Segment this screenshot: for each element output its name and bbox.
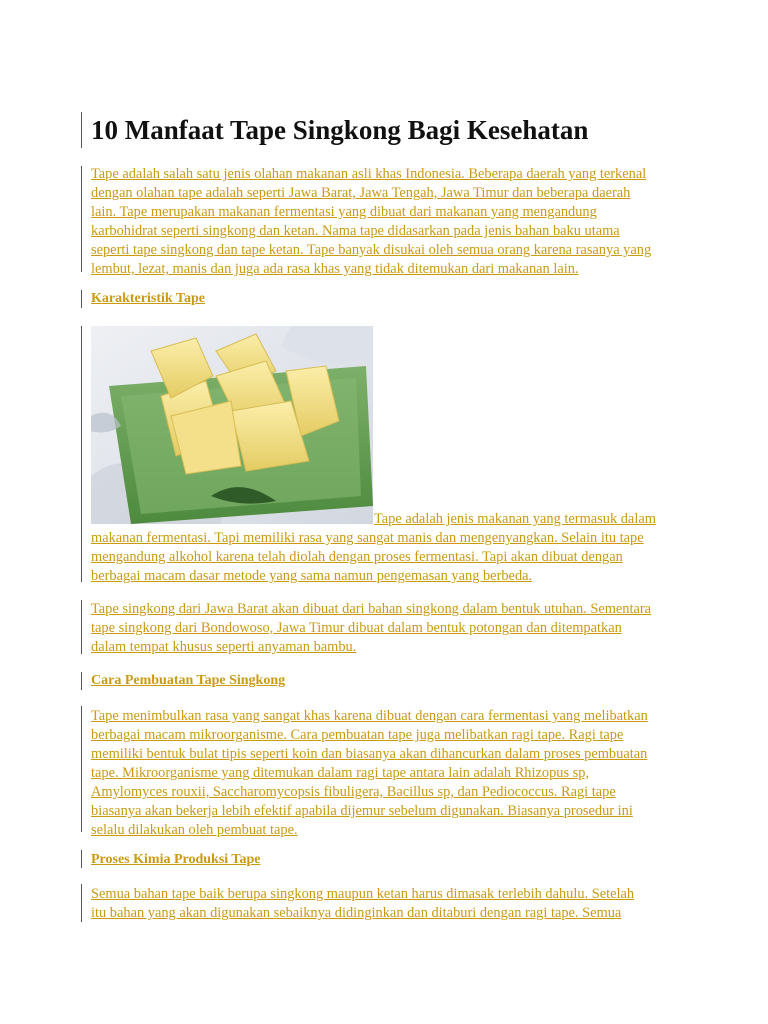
heading-proses-kimia[interactable] bbox=[91, 850, 260, 870]
karakteristik-paragraph[interactable] bbox=[91, 529, 691, 586]
title-bar bbox=[81, 112, 82, 148]
karakteristik-p2-line: dalam tempat khusus seperti anyaman bambu. bbox=[91, 639, 357, 655]
karakteristik-link[interactable] bbox=[91, 529, 691, 586]
heading-karakteristik[interactable] bbox=[91, 289, 205, 309]
heading-proses-link[interactable]: Proses Kimia Produksi Tape bbox=[91, 852, 261, 867]
karakteristik-line: berbagai macam dasar metode yang sama namun pengemasan yang berbeda. bbox=[91, 568, 533, 584]
karakteristik-p2-line: tape singkong dari Bondowoso, Jawa Timur dibuat dalam bentuk potongan dan ditempatkan bbox=[91, 620, 622, 636]
cara-line: Amylomyces rouxii, Saccharomycopsis fibuligera, Bacillus sp, dan Pediococcus. Ragi tape bbox=[91, 784, 616, 800]
intro-line: karbohidrat seperti singkong dan ketan. Nama tape didasarkan pada jenis bahan baku utama bbox=[91, 223, 620, 239]
karakteristik-first-line[interactable] bbox=[374, 510, 694, 529]
cara-body-bar bbox=[81, 706, 82, 832]
heading-cara-link[interactable]: Cara Pembuatan Tape Singkong bbox=[91, 673, 286, 688]
intro-line: seperti tape singkong dan tape ketan. Tape banyak disukai oleh semua orang karena rasanya yang bbox=[91, 242, 652, 258]
proses-bar bbox=[81, 850, 82, 868]
heading-karakteristik-link[interactable]: Karakteristik Tape bbox=[91, 291, 205, 306]
cara-line: selalu dilakukan oleh pembuat tape. bbox=[91, 822, 298, 838]
page-title: 10 Manfaat Tape Singkong Bagi Kesehatan bbox=[91, 115, 589, 145]
proses-paragraph[interactable] bbox=[91, 885, 691, 923]
proses-body-bar bbox=[81, 884, 82, 922]
intro-line: Tape adalah salah satu jenis olahan makanan asli khas Indonesia. Beberapa daerah yang terkenal bbox=[91, 166, 647, 182]
cara-line: memiliki bentuk bulat tipis seperti koin dan biasanya akan dihancurkan dalam proses pembuatan bbox=[91, 746, 648, 762]
karakteristik-body-bar bbox=[81, 326, 82, 582]
heading-cara-pembuatan[interactable] bbox=[91, 671, 285, 691]
proses-link[interactable] bbox=[91, 885, 691, 923]
karakteristik-line: makanan fermentasi. Tapi memiliki rasa yang sangat manis dan mengenyangkan. Selain itu tape bbox=[91, 530, 644, 546]
cara-link[interactable] bbox=[91, 707, 691, 840]
karakteristik-p2-line: Tape singkong dari Jawa Barat akan dibuat dari bahan singkong dalam bentuk utuhan. Sementara bbox=[91, 601, 652, 617]
intro-bar bbox=[81, 166, 82, 272]
cara-line: biasanya akan bekerja lebih efektif apabila dijemur sebelum digunakan. Biasanya prosedur ini bbox=[91, 803, 633, 819]
cara-paragraph[interactable] bbox=[91, 707, 691, 840]
intro-link[interactable] bbox=[91, 165, 691, 279]
cara-line: tape. Mikroorganisme yang ditemukan dalam ragi tape antara lain adalah Rhizopus sp, bbox=[91, 765, 590, 781]
proses-line: Semua bahan tape baik berupa singkong maupun ketan harus dimasak terlebih dahulu. Setelah bbox=[91, 886, 635, 902]
intro-paragraph[interactable] bbox=[91, 165, 691, 279]
karakteristik-line: mengandung alkohol karena telah diolah dengan proses fermentasi. Tapi akan dibuat dengan bbox=[91, 549, 623, 565]
intro-line: lain. Tape merupakan makanan fermentasi yang dibuat dari makanan yang mengandung bbox=[91, 204, 597, 220]
intro-line: lembut, lezat, manis dan juga ada rasa khas yang tidak ditemukan dari makanan lain. bbox=[91, 261, 579, 277]
karakteristik-bar bbox=[81, 290, 82, 308]
intro-line: dengan olahan tape adalah seperti Jawa Barat, Jawa Tengah, Jawa Timur dan beberapa daerah bbox=[91, 185, 631, 201]
karakteristik-paragraph-2[interactable] bbox=[91, 600, 691, 657]
tape-singkong-photo bbox=[91, 326, 373, 524]
proses-line: itu bahan yang akan digunakan sebaiknya didinginkan dan ditaburi dengan ragi tape. Semua bbox=[91, 905, 622, 921]
cara-line: Tape menimbulkan rasa yang sangat khas karena dibuat dengan cara fermentasi yang melibatkan bbox=[91, 708, 648, 724]
karakteristik-p2-bar bbox=[81, 600, 82, 654]
cara-line: berbagai macam mikroorganisme. Cara pembuatan tape juga melibatkan ragi tape. Ragi tape bbox=[91, 727, 624, 743]
karakteristik-p2-link[interactable] bbox=[91, 600, 691, 657]
cara-bar bbox=[81, 672, 82, 690]
karakteristik-first-link[interactable]: Tape adalah jenis makanan yang termasuk dalam bbox=[374, 511, 656, 527]
